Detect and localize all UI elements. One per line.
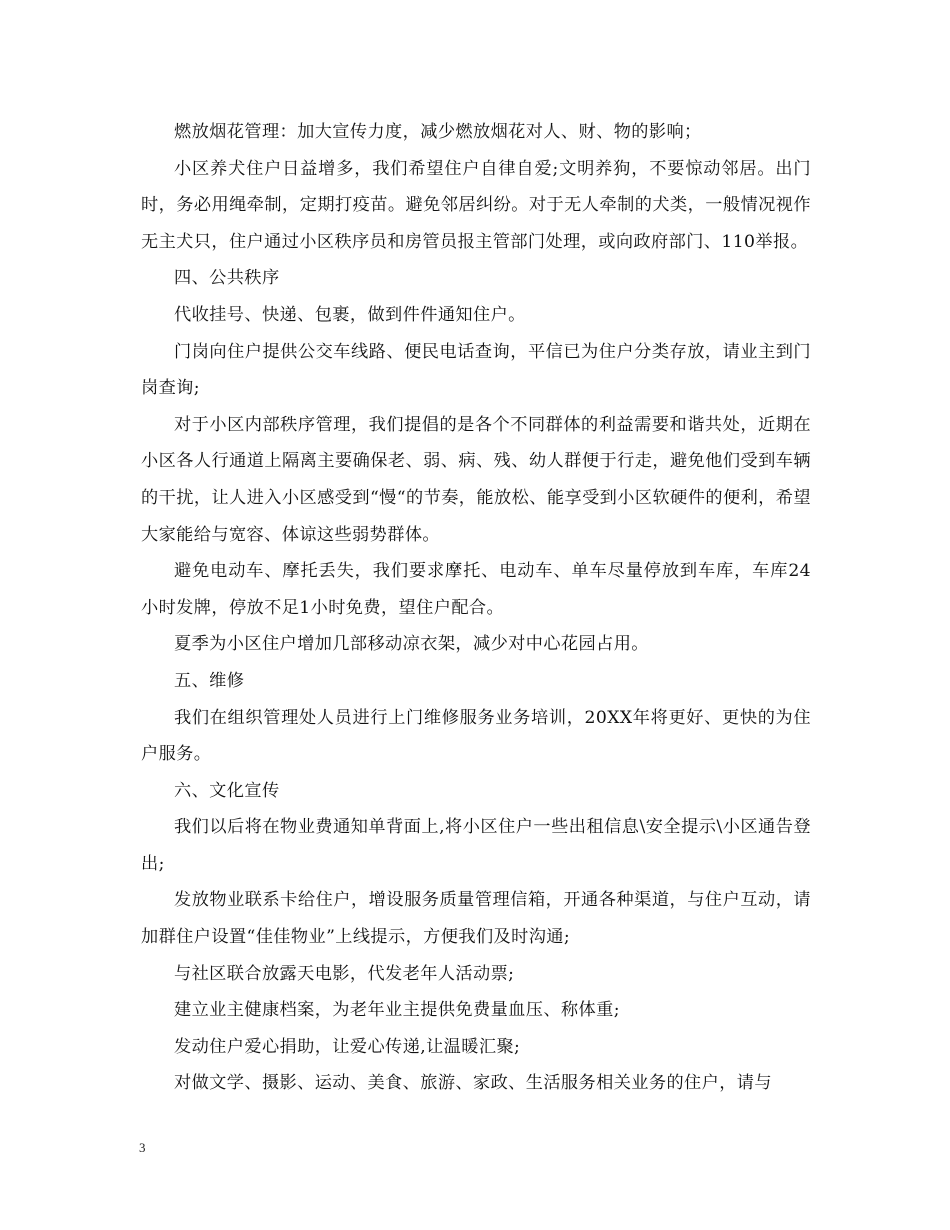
paragraph-outdoor-movie: 与社区联合放露天电影，代发老年人活动票;	[174, 963, 515, 984]
paragraph-dog-keeping: 小区养犬住户日益增多，我们希望住户自律自爱;文明养狗，不要惊动邻居。出门时，务必用绳牵制，定期打疫苗。避免邻居纠纷。对于无人牵制的犬类，一般情况视作无主犬只，住户通过小区秩序员和房管员报主管部门处理，或向政府部门、110举报。	[141, 158, 811, 252]
section-heading-maintenance: 五、维修	[174, 670, 245, 691]
document-body	[141, 114, 811, 1102]
paragraph-resident-services: 对做文学、摄影、运动、美食、旅游、家政、生活服务相关业务的住户，请与	[174, 1073, 772, 1094]
paragraph-fee-notice: 我们以后将在物业费通知单背面上,将小区住户一些出租信息\安全提示\小区通告登出;	[141, 817, 811, 874]
section-heading-public-order: 四、公共秩序	[174, 268, 280, 289]
paragraph-internal-order: 对于小区内部秩序管理，我们提倡的是各个不同群体的利益需要和谐共处，近期在小区各人行通道上隔离主要确保老、弱、病、残、幼人群便于行走，避免他们受到车辆的干扰，让人进入小区感受到“慢“的节奏，能放松、能享受到小区软硬件的便利，希望大家能给与宽容、体谅这些弱势群体。	[141, 414, 811, 545]
section-heading-culture: 六、文化宣传	[174, 780, 280, 801]
paragraph-contact-card: 发放物业联系卡给住户，增设服务质量管理信箱，开通各种渠道，与住户互动，请加群住户设置“佳佳物业”上线提示，方便我们及时沟通;	[141, 890, 811, 948]
paragraph-donation: 发动住户爱心捐助，让爱心传递,让温暖汇聚;	[174, 1036, 521, 1057]
paragraph-parcels: 代收挂号、快递、包裹，做到件件通知住户。	[174, 304, 526, 325]
paragraph-gate-inquiry: 门岗向住户提供公交车线路、便民电话查询，平信已为住户分类存放，请业主到门岗查询;	[141, 341, 811, 399]
paragraph-vehicle-parking: 避免电动车、摩托丢失，我们要求摩托、电动车、单车尽量停放到车库，车库24小时发牌，停放不足1小时免费，望住户配合。	[141, 561, 811, 618]
page-number: 3	[139, 1140, 146, 1155]
paragraph-clothes-racks: 夏季为小区住户增加几部移动凉衣架，减少对中心花园占用。	[174, 634, 649, 655]
paragraph-fireworks: 燃放烟花管理：加大宣传力度，减少燃放烟花对人、财、物的影响；	[174, 122, 702, 142]
paragraph-maintenance-training: 我们在组织管理处人员进行上门维修服务业务培训，20XX年将更好、更快的为住户服务。	[141, 707, 811, 765]
paragraph-health-records: 建立业主健康档案，为老年业主提供免费量血压、称体重;	[174, 1000, 620, 1021]
